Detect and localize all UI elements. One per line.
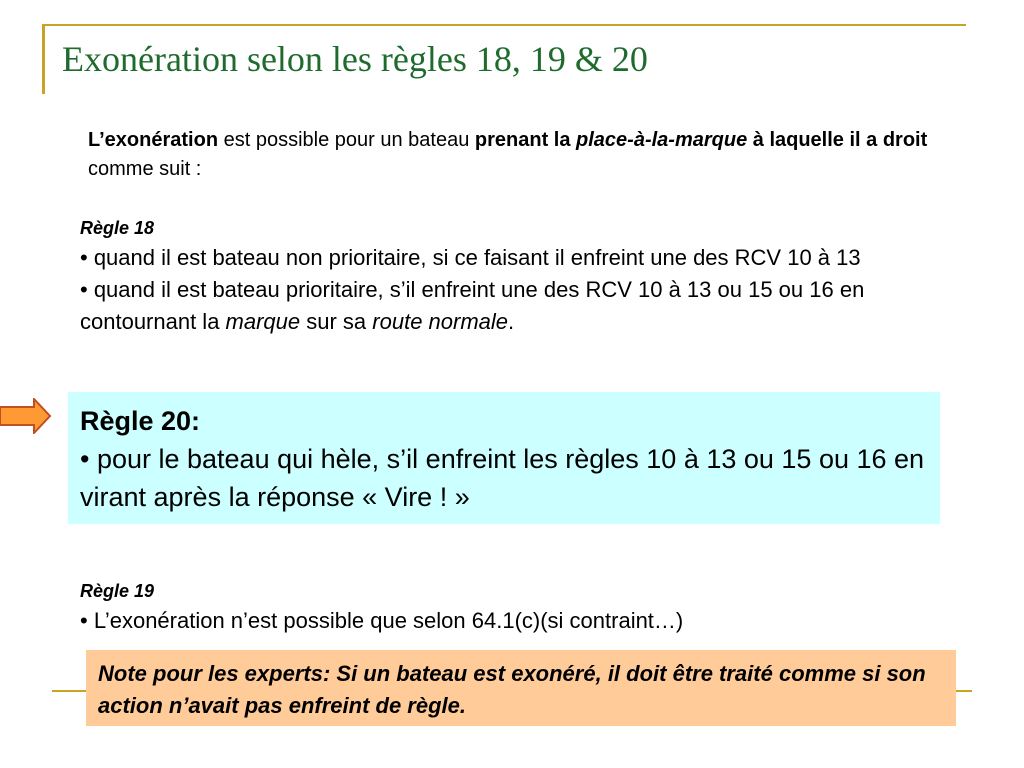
frame-left-line (42, 24, 45, 94)
rule-19-heading: Règle 19 (80, 581, 155, 601)
rule-19-section (80, 576, 960, 636)
rule-18-section (80, 214, 960, 338)
rule-18-bullet-1: • quand il est bateau non prioritaire, si ce faisant il enfreint une des RCV 10 à 13 (80, 245, 861, 270)
rule-18-route-normale: route normale (372, 309, 509, 334)
rule-20-heading: Règle 20: (80, 406, 201, 436)
intro-text-1: est possible pour un bateau (218, 129, 475, 151)
right-arrow-icon (0, 398, 52, 434)
rule-18-bullet-2-end: . (508, 309, 515, 334)
rule-20-bullet: • pour le bateau qui hèle, s’il enfreint les règles 10 à 13 ou 15 ou 16 en virant après la réponse « Vire ! » (80, 444, 925, 512)
rule-19-bullet: • L’exonération n’est possible que selon 64.1(c)(si contraint…) (80, 608, 684, 633)
rule-18-bullet-2 (80, 274, 960, 338)
intro-text-2: prenant la (474, 129, 577, 151)
experts-note: Note pour les experts: Si un bateau est exonéré, il doit être traité comme si son action n’avait pas enfreint de règle. (86, 650, 956, 726)
slide-title: Exonération selon les règles 18, 19 & 20 (62, 39, 648, 79)
rule-20-box (68, 392, 940, 524)
frame-bottom-line-right (956, 690, 972, 692)
rule-18-marque: marque (225, 309, 301, 334)
rule-18-heading: Règle 18 (80, 218, 155, 238)
frame-bottom-line-left (52, 690, 88, 692)
rule-18-bullet-2-text: • quand il est bateau prioritaire, s’il enfreint une des RCV 10 à 13 ou 15 ou 16 en contournant la (80, 277, 865, 334)
intro-term: L’exonération (88, 129, 219, 151)
frame-top-line (42, 24, 966, 26)
rule-18-bullet-2-text-b: sur sa (300, 309, 373, 334)
intro-text-3: à laquelle il a droit (747, 129, 928, 151)
intro-text-4: comme suit : (88, 158, 202, 180)
intro-place-a-la-marque: place-à-la-marque (576, 129, 748, 151)
intro-paragraph (88, 126, 968, 184)
